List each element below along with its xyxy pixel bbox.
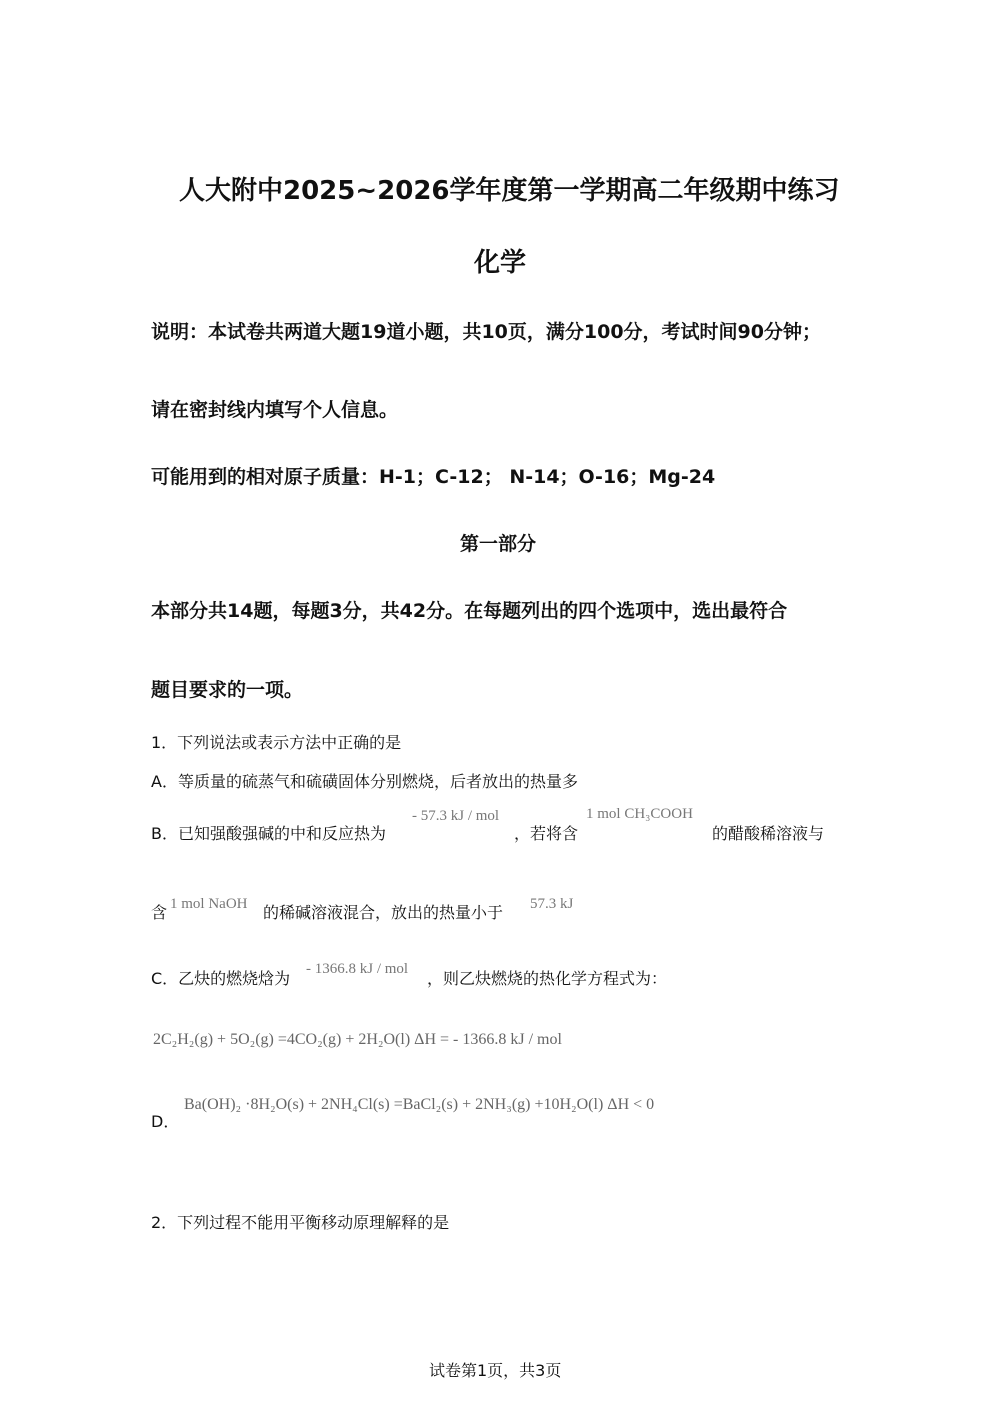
q1-option-c-equation: 2C₂H₂(g) + 5O₂(g) =4CO₂(g) + 2H₂O(l) ΔH = - 1366.8 kJ / mol [153,1031,562,1048]
q1-option-c-text-2: ，则乙炔燃烧的热化学方程式为： [427,969,668,988]
q1-option-b-text-2: ，若将含 [514,824,579,843]
part1-heading: 第一部分 [460,533,537,555]
q1-option-b2-text-1: 含 [151,903,168,922]
q1-option-b-text-3: 的醋酸稀溶液与 [712,824,825,843]
q1-option-c-math-1: - 1366.8 kJ / mol [306,961,409,977]
q2-stem: 2．下列过程不能用平衡移动原理解释的是 [151,1213,450,1232]
q1-option-d-label: D． [151,1112,180,1131]
part1-desc-line-1: 本部分共14题，每题3分，共42分。在每题列出的四个选项中，选出最符合 [151,600,788,622]
q1-option-b-text-1: B．已知强酸强碱的中和反应热为 [151,824,386,843]
q1-option-b-math-1: - 57.3 kJ / mol [412,808,500,824]
page-footer: 试卷第1页，共3页 [429,1361,562,1380]
subject-title: 化学 [474,248,527,278]
q1-option-a: A．等质量的硫蒸气和硫磺固体分别燃烧，后者放出的热量多 [151,772,578,791]
q1-option-b2-math-1: 1 mol NaOH [170,896,248,912]
q1-stem: 1．下列说法或表示方法中正确的是 [151,733,402,752]
q1-option-b-math-2: 1 mol CH₃COOH [586,806,693,822]
q1-option-c-text-1: C．乙炔的燃烧焓为 [151,969,291,988]
instructions-line-1: 说明：本试卷共两道大题19道小题，共10页，满分100分，考试时间90分钟； [151,321,821,343]
atomic-masses: 可能用到的相对原子质量：H-1；C-12； N-14；O-16；Mg-24 [151,466,716,488]
instructions-line-2: 请在密封线内填写个人信息。 [151,399,399,421]
page-title: 人大附中2025~2026学年度第一学期高二年级期中练习 [179,176,840,206]
part1-desc-line-2: 题目要求的一项。 [151,679,304,701]
q1-option-b2-math-2: 57.3 kJ [530,896,574,912]
q1-option-d-equation: Ba(OH)₂ ·8H₂O(s) + 2NH₄Cl(s) =BaCl₂(s) + 2NH₃(g) +10H₂O(l) ΔH < 0 [184,1096,655,1113]
q1-option-b2-text-2: 的稀碱溶液混合，放出的热量小于 [263,903,504,922]
